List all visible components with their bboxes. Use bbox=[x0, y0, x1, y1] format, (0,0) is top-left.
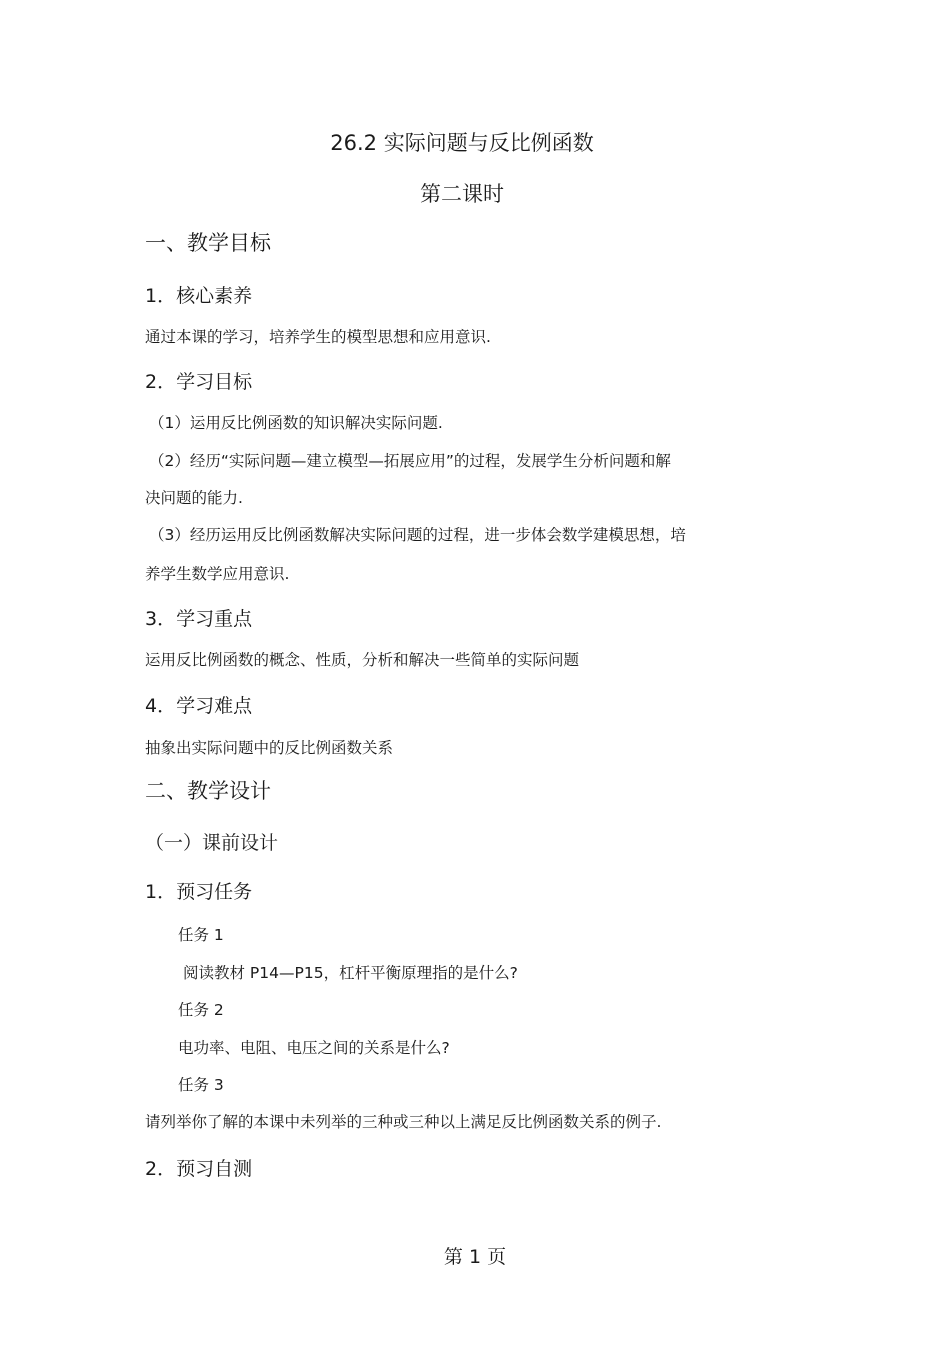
task-2-text: 电功率、电阻、电压之间的关系是什么? bbox=[178, 1039, 450, 1057]
section-heading-design: 二、教学设计 bbox=[145, 779, 271, 803]
page-subtitle: 第二课时 bbox=[420, 182, 504, 206]
learning-goal-2-line2: 决问题的能力. bbox=[145, 489, 243, 507]
learning-goal-3-line2: 养学生数学应用意识. bbox=[145, 565, 290, 583]
learning-goal-2-line1: （2）经历“实际问题—建立模型—拓展应用”的过程，发展学生分析问题和解 bbox=[149, 452, 671, 470]
key-points-heading: 3．学习重点 bbox=[145, 608, 253, 630]
task-2-label: 任务 2 bbox=[178, 1001, 224, 1019]
difficulty-text: 抽象出实际问题中的反比例函数关系 bbox=[145, 739, 394, 757]
learning-goals-heading: 2．学习目标 bbox=[145, 371, 253, 393]
core-literacy-text: 通过本课的学习，培养学生的模型思想和应用意识. bbox=[145, 328, 491, 346]
pre-class-heading: （一）课前设计 bbox=[145, 832, 279, 854]
learning-goal-3-line1: （3）经历运用反比例函数解决实际问题的过程，进一步体会数学建模思想，培 bbox=[149, 526, 686, 544]
section-heading-goals: 一、教学目标 bbox=[145, 231, 271, 255]
task-1-text: 阅读教材 P14—P15，杠杆平衡原理指的是什么? bbox=[183, 964, 518, 982]
key-points-text: 运用反比例函数的概念、性质，分析和解决一些简单的实际问题 bbox=[145, 651, 580, 669]
core-literacy-heading: 1．核心素养 bbox=[145, 285, 253, 307]
learning-goal-1: （1）运用反比例函数的知识解决实际问题. bbox=[149, 414, 443, 432]
preview-tasks-heading: 1．预习任务 bbox=[145, 881, 253, 903]
self-test-heading: 2．预习自测 bbox=[145, 1158, 253, 1180]
task-3-label: 任务 3 bbox=[178, 1076, 224, 1094]
task-3-text: 请列举你了解的本课中未列举的三种或三种以上满足反比例函数关系的例子. bbox=[145, 1113, 662, 1131]
page-number: 第 1 页 bbox=[443, 1246, 507, 1268]
page-title: 26.2 实际问题与反比例函数 bbox=[330, 131, 594, 155]
difficulty-heading: 4．学习难点 bbox=[145, 695, 253, 717]
task-1-label: 任务 1 bbox=[178, 926, 224, 944]
